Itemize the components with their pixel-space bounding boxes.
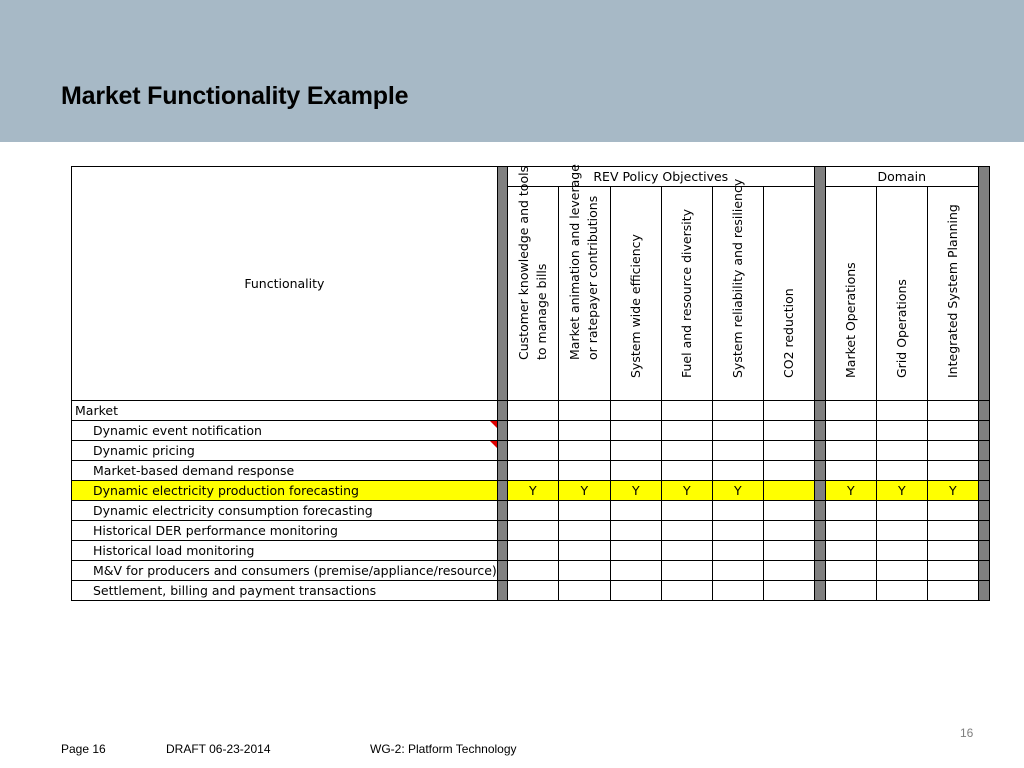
table-row bbox=[72, 501, 990, 521]
value-cell bbox=[927, 461, 978, 481]
value-cell bbox=[927, 581, 978, 601]
value-cell bbox=[661, 461, 712, 481]
value-cell bbox=[610, 421, 661, 441]
table-row bbox=[72, 561, 990, 581]
table-row bbox=[72, 421, 990, 441]
column-separator bbox=[978, 501, 989, 521]
value-cell bbox=[558, 461, 610, 481]
row-label: Market bbox=[72, 401, 498, 421]
value-cell bbox=[610, 441, 661, 461]
column-header-customer-knowledge: Customer knowledge and tools to manage bills bbox=[507, 187, 558, 401]
column-separator bbox=[978, 581, 989, 601]
table-row bbox=[72, 461, 990, 481]
column-separator bbox=[497, 541, 507, 561]
value-cell bbox=[558, 421, 610, 441]
column-separator bbox=[814, 401, 825, 421]
column-separator bbox=[497, 521, 507, 541]
row-label: Dynamic electricity production forecasting bbox=[72, 481, 498, 501]
value-cell bbox=[712, 581, 763, 601]
value-cell bbox=[661, 521, 712, 541]
value-cell bbox=[876, 401, 927, 421]
table-row bbox=[72, 401, 990, 421]
column-separator bbox=[814, 461, 825, 481]
row-label: M&V for producers and consumers (premise/appliance/resource) bbox=[72, 561, 498, 581]
value-cell bbox=[825, 421, 876, 441]
value-cell bbox=[558, 521, 610, 541]
column-header-market-animation: Market animation and leverage or ratepayer contributions bbox=[558, 187, 610, 401]
value-cell bbox=[763, 561, 814, 581]
column-header-system-reliability: System reliability and resiliency bbox=[712, 187, 763, 401]
value-cell bbox=[825, 521, 876, 541]
column-separator bbox=[497, 501, 507, 521]
value-cell bbox=[927, 421, 978, 441]
comment-flag-icon bbox=[490, 421, 497, 428]
value-cell bbox=[507, 541, 558, 561]
row-label: Settlement, billing and payment transactions bbox=[72, 581, 498, 601]
value-cell bbox=[763, 541, 814, 561]
column-separator bbox=[978, 401, 989, 421]
value-cell bbox=[661, 441, 712, 461]
value-cell bbox=[507, 461, 558, 481]
comment-flag-icon bbox=[490, 441, 497, 448]
value-cell bbox=[558, 501, 610, 521]
column-separator bbox=[978, 521, 989, 541]
row-label: Historical DER performance monitoring bbox=[72, 521, 498, 541]
value-cell bbox=[507, 561, 558, 581]
row-label: Market-based demand response bbox=[72, 461, 498, 481]
column-header-grid-operations: Grid Operations bbox=[876, 187, 927, 401]
column-header-co2-reduction: CO2 reduction bbox=[763, 187, 814, 401]
value-cell bbox=[558, 581, 610, 601]
value-cell bbox=[763, 521, 814, 541]
value-cell bbox=[610, 541, 661, 561]
value-cell bbox=[712, 461, 763, 481]
group-header-rev-policy-objectives: REV Policy Objectives bbox=[507, 167, 814, 187]
value-cell bbox=[825, 541, 876, 561]
column-separator bbox=[497, 461, 507, 481]
value-cell bbox=[507, 501, 558, 521]
value-cell bbox=[610, 561, 661, 581]
value-cell bbox=[610, 401, 661, 421]
value-cell: Y bbox=[610, 481, 661, 501]
column-separator bbox=[978, 481, 989, 501]
column-separator bbox=[978, 541, 989, 561]
column-separator bbox=[814, 481, 825, 501]
column-separator bbox=[497, 481, 507, 501]
value-cell bbox=[661, 541, 712, 561]
row-label: Dynamic electricity consumption forecasting bbox=[72, 501, 498, 521]
value-cell bbox=[661, 501, 712, 521]
value-cell bbox=[825, 561, 876, 581]
header-band bbox=[0, 0, 1024, 142]
value-cell bbox=[825, 401, 876, 421]
table-row bbox=[72, 481, 990, 501]
value-cell bbox=[610, 521, 661, 541]
column-separator bbox=[814, 421, 825, 441]
column-header-system-wide-efficiency: System wide efficiency bbox=[610, 187, 661, 401]
column-separator bbox=[497, 421, 507, 441]
value-cell: Y bbox=[507, 481, 558, 501]
column-separator bbox=[497, 401, 507, 421]
value-cell bbox=[661, 561, 712, 581]
value-cell bbox=[927, 561, 978, 581]
column-separator bbox=[814, 441, 825, 461]
table-row bbox=[72, 521, 990, 541]
column-separator bbox=[497, 167, 507, 401]
value-cell bbox=[712, 421, 763, 441]
column-separator bbox=[497, 561, 507, 581]
value-cell bbox=[876, 501, 927, 521]
value-cell bbox=[876, 441, 927, 461]
value-cell bbox=[763, 401, 814, 421]
value-cell bbox=[876, 561, 927, 581]
value-cell bbox=[876, 421, 927, 441]
value-cell bbox=[610, 461, 661, 481]
column-separator bbox=[814, 581, 825, 601]
column-separator bbox=[814, 521, 825, 541]
column-separator bbox=[978, 167, 989, 401]
value-cell bbox=[610, 501, 661, 521]
slide-page-number: 16 bbox=[960, 726, 974, 740]
value-cell: Y bbox=[712, 481, 763, 501]
value-cell bbox=[825, 501, 876, 521]
row-label: Dynamic event notification bbox=[72, 421, 498, 441]
column-header-market-operations: Market Operations bbox=[825, 187, 876, 401]
value-cell bbox=[507, 421, 558, 441]
value-cell bbox=[558, 561, 610, 581]
column-separator bbox=[978, 461, 989, 481]
functionality-header: Functionality bbox=[72, 167, 498, 401]
value-cell bbox=[507, 521, 558, 541]
column-separator bbox=[814, 167, 825, 401]
footer-draft: DRAFT 06-23-2014 bbox=[166, 742, 271, 756]
value-cell bbox=[661, 401, 712, 421]
value-cell bbox=[661, 421, 712, 441]
slide-title: Market Functionality Example bbox=[61, 82, 409, 110]
table-row bbox=[72, 541, 990, 561]
value-cell: Y bbox=[927, 481, 978, 501]
value-cell bbox=[876, 541, 927, 561]
value-cell: Y bbox=[876, 481, 927, 501]
value-cell bbox=[825, 441, 876, 461]
footer-page: Page 16 bbox=[61, 742, 106, 756]
value-cell bbox=[507, 401, 558, 421]
value-cell bbox=[876, 461, 927, 481]
value-cell bbox=[558, 541, 610, 561]
column-separator bbox=[814, 541, 825, 561]
column-header-fuel-resource-diversity: Fuel and resource diversity bbox=[661, 187, 712, 401]
column-separator bbox=[814, 561, 825, 581]
column-separator bbox=[978, 421, 989, 441]
value-cell bbox=[763, 461, 814, 481]
value-cell bbox=[763, 441, 814, 461]
column-separator bbox=[497, 441, 507, 461]
value-cell bbox=[712, 541, 763, 561]
group-header-domain: Domain bbox=[825, 167, 978, 187]
value-cell bbox=[507, 581, 558, 601]
column-separator bbox=[978, 561, 989, 581]
column-separator bbox=[497, 581, 507, 601]
value-cell bbox=[763, 421, 814, 441]
value-cell bbox=[927, 541, 978, 561]
value-cell bbox=[825, 461, 876, 481]
value-cell bbox=[712, 501, 763, 521]
value-cell bbox=[558, 401, 610, 421]
value-cell bbox=[763, 581, 814, 601]
value-cell bbox=[927, 401, 978, 421]
value-cell: Y bbox=[825, 481, 876, 501]
column-separator bbox=[978, 441, 989, 461]
value-cell bbox=[825, 581, 876, 601]
value-cell bbox=[610, 581, 661, 601]
row-label: Dynamic pricing bbox=[72, 441, 498, 461]
value-cell bbox=[712, 521, 763, 541]
value-cell bbox=[763, 481, 814, 501]
value-cell bbox=[927, 441, 978, 461]
value-cell bbox=[763, 501, 814, 521]
functionality-matrix bbox=[71, 166, 990, 601]
column-header-integrated-system-planning: Integrated System Planning bbox=[927, 187, 978, 401]
value-cell bbox=[558, 441, 610, 461]
value-cell bbox=[661, 581, 712, 601]
value-cell bbox=[876, 521, 927, 541]
footer-group: WG-2: Platform Technology bbox=[370, 742, 517, 756]
value-cell bbox=[712, 561, 763, 581]
row-label: Historical load monitoring bbox=[72, 541, 498, 561]
value-cell bbox=[927, 521, 978, 541]
value-cell bbox=[876, 581, 927, 601]
value-cell bbox=[712, 401, 763, 421]
table-row bbox=[72, 581, 990, 601]
value-cell bbox=[507, 441, 558, 461]
value-cell: Y bbox=[661, 481, 712, 501]
value-cell bbox=[927, 501, 978, 521]
value-cell: Y bbox=[558, 481, 610, 501]
value-cell bbox=[712, 441, 763, 461]
column-separator bbox=[814, 501, 825, 521]
table-row bbox=[72, 441, 990, 461]
